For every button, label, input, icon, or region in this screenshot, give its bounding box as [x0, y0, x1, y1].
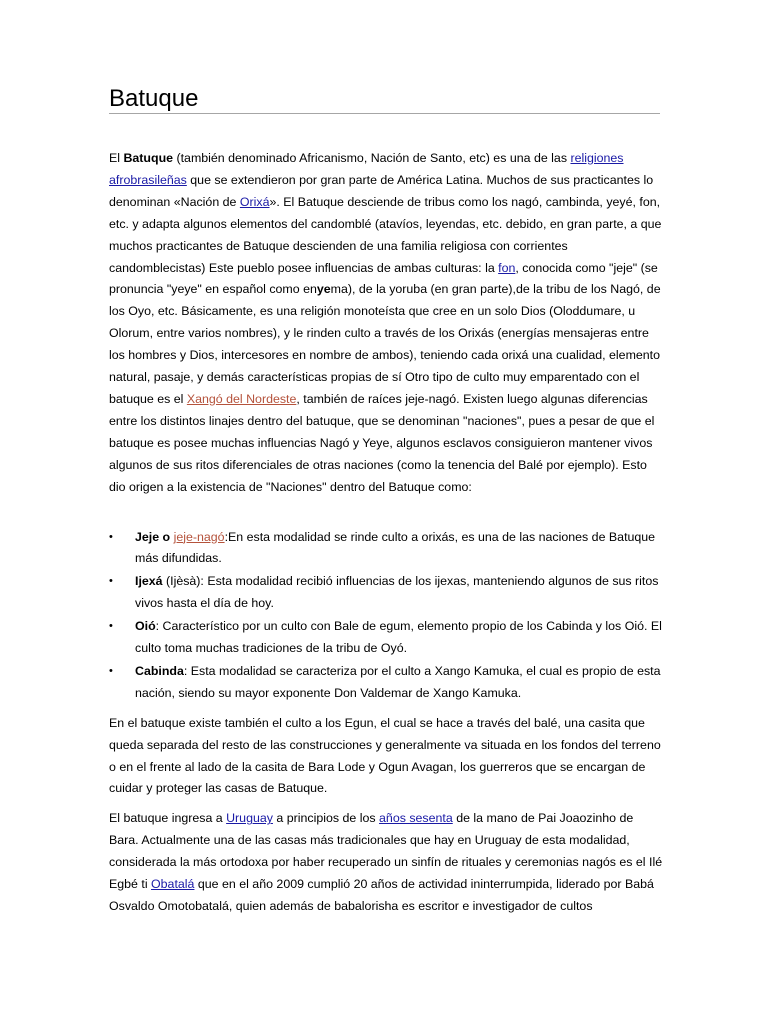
list-item: • Oió: Característico por un culto con Bale de egum, elemento propio de los Cabinda y los Oió. El culto toma muchas tradiciones de la tribu de Oyó.	[109, 616, 665, 660]
link-jeje-nago[interactable]: jeje-nagó	[173, 529, 225, 544]
article-body	[109, 148, 665, 918]
page-title: Batuque	[109, 84, 660, 114]
list-item: • Jeje o jeje-nagó:En esta modalidad se rinde culto a orixás, es una de las naciones de Batuque más difundidas.	[109, 527, 665, 571]
link-obatala[interactable]: Obatalá	[151, 877, 195, 892]
list-item: • Cabinda: Esta modalidad se caracteriza por el culto a Xango Kamuka, el cual es propio de esta nación, siendo su mayor exponente Don Valdemar de Xango Kamuka.	[109, 661, 665, 705]
egun-paragraph: En el batuque existe también el culto a los Egun, el cual se hace a través del balé, una casita que queda separada del resto de las construcciones y generalmente va situada en los fondos del terreno o en el frente al lado de la casita de Bara Lode y Ogun Avagan, los guerreros que se encargan de cuidar y proteger las casas de Batuque.	[109, 715, 661, 796]
intro-paragraph: El Batuque (también denominado Africanismo, Nación de Santo, etc) es una de las religiones afrobrasileñas que se extendieron por gran parte de América Latina. Muchos de sus practicantes lo denominan «Nación de Orixá». El Batuque desciende de tribus como los nagó, cambinda, yeyé, fon, etc. y adapta algunos elementos del candomblé (atavíos, leyendas, etc. debido, en gran parte, a que muchos practicantes de Batuque descienden de una familia religiosa con corrientes candomblecistas) Este pueblo posee influencias de ambas culturas: la fon, conocida como "jeje" (se pronuncia "yeye" en español como enyema), de la yoruba (en gran parte),de la tribu de los Nagó, de los Oyo, etc. Básicamente, es una religión monoteísta que cree en un solo Dios (Oloddumare, u Olorum, entre varios nombres), y le rinden culto a través de los Orixás (energías mensajeras entre los hombres y Dios, intercesores en nombre de ambos), teniendo cada orixá una cualidad, elemento natural, pasaje, y demás características propias de sí Otro tipo de culto muy emparentado con el batuque es el Xangó del Nordeste, también de raíces jeje-nagó. Existen luego algunas diferencias entre los distintos linajes dentro del batuque, que se denominan "naciones", pues a pesar de que el batuque es posee muchas influencias Nagó y Yeye, algunos esclavos consiguieron mantener vivos algunos de sus ritos diferenciales de otras naciones (como la tenencia del Balé por ejemplo). Esto dio origen a la existencia de "Naciones" dentro del Batuque como:	[109, 151, 662, 494]
bullet-icon: •	[109, 575, 113, 588]
link-anos-sesenta[interactable]: años sesenta	[379, 811, 453, 826]
link-orixa[interactable]: Orixá	[239, 194, 270, 209]
bullet-icon: •	[109, 620, 113, 633]
bullet-icon: •	[109, 530, 113, 543]
link-xango-del-nordeste[interactable]: Xangó del Nordeste	[186, 391, 297, 406]
bold-batuque: Batuque	[123, 151, 174, 165]
link-religiones-afrobrasilenas[interactable]: religiones afrobrasileñas	[109, 151, 624, 187]
list-item: • Ijexá (Ijèsà): Esta modalidad recibió influencias de los ijexas, manteniendo algunos de sus ritos vivos hasta el día de hoy.	[109, 571, 665, 615]
bullet-icon: •	[109, 664, 113, 677]
naciones-list	[109, 527, 665, 705]
link-fon[interactable]: fon	[498, 260, 516, 275]
link-uruguay[interactable]: Uruguay	[226, 811, 273, 826]
uruguay-paragraph: El batuque ingresa a Uruguay a principios de los años sesenta de la mano de Pai Joaozinho de Bara. Actualmente una de las casas más tradicionales que hay en Uruguay de esta modalidad, considerada la más ortodoxa por haber recuperado un sinfín de rituales y ceremonias nagós es el Ilé Egbé ti Obatalá que en el año 2009 cumplió 20 años de actividad ininterrumpida, liderado por Babá Osvaldo Omotobatalá, quien además de babalorisha es escritor e investigador de cultos	[109, 811, 663, 913]
